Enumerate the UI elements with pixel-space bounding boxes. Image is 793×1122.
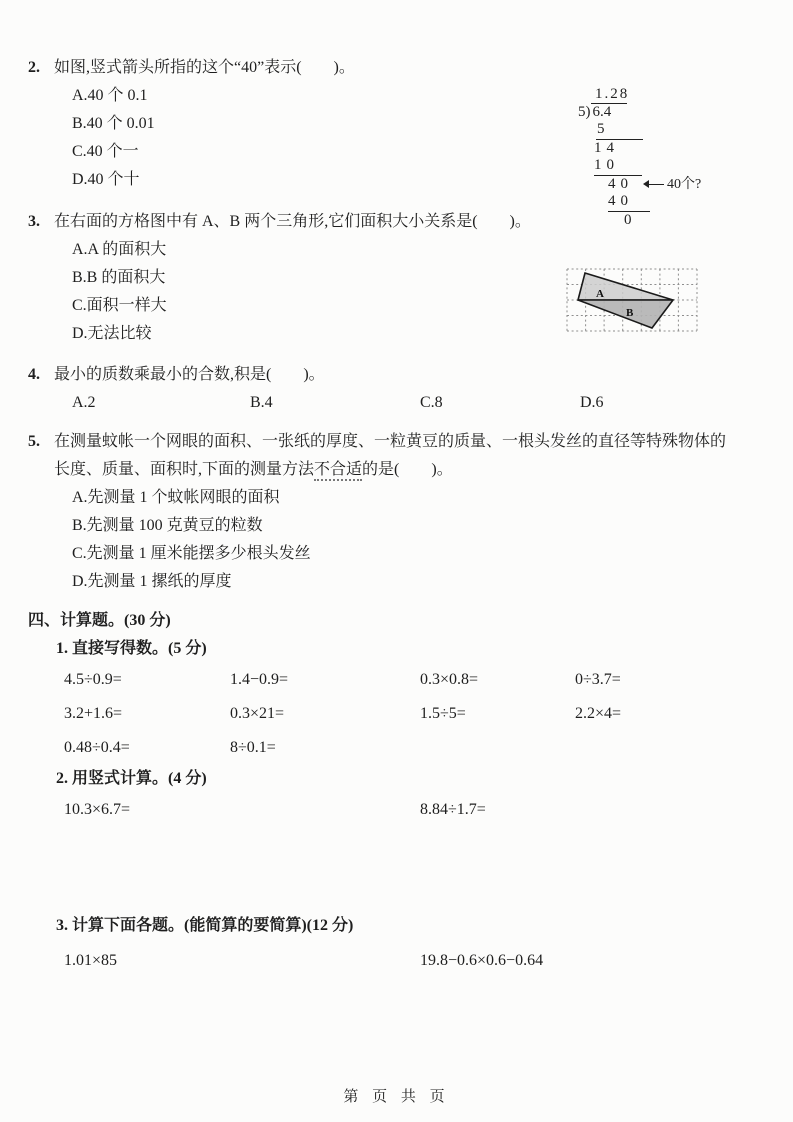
question-4 [28, 361, 741, 417]
subsection-3-title: 3. 计算下面各题。(能简算的要简算)(12 分) [56, 917, 354, 934]
question-number: 4. [28, 366, 40, 383]
triangle-b-label: B [626, 307, 634, 319]
division-step-3: 10 [594, 157, 642, 176]
division-step-4: 40 [608, 175, 633, 192]
equation: 10.3×6.7= [64, 801, 131, 818]
equation: 1.4−0.9= [230, 671, 289, 688]
equation: 8÷0.1= [230, 739, 276, 756]
equation: 19.8−0.6×0.6−0.64 [420, 952, 544, 969]
division-expression [578, 104, 701, 122]
question-5 [28, 428, 741, 596]
option-c: C.先测量 1 厘米能摆多少根头发丝 [72, 545, 311, 562]
direct-calc-row-1 [64, 663, 741, 697]
option-d: D.先测量 1 摞纸的厚度 [72, 573, 232, 590]
option-a: A.40 个 0.1 [72, 87, 148, 104]
option-b: B.先测量 100 克黄豆的粒数 [72, 517, 263, 534]
option-a: A.A 的面积大 [72, 241, 167, 258]
section-4-title: 四、计算题。(30 分) [28, 612, 171, 629]
option-a: A.先测量 1 个蚊帐网眼的面积 [72, 489, 280, 506]
division-divisor: 5 [578, 103, 586, 120]
division-step-1: 5 [596, 121, 643, 140]
division-step-2: 14 [594, 139, 619, 156]
question-number: 3. [28, 213, 40, 230]
division-remainder: 0 [624, 211, 632, 228]
triangle-a [578, 273, 673, 300]
page-footer: 第 页 共 页 [343, 1089, 450, 1105]
equation: 0.3×0.8= [420, 671, 479, 688]
subsection-1 [28, 635, 741, 765]
option-d: D.6 [580, 394, 604, 411]
division-dividend: 6.4 [591, 103, 628, 120]
direct-calc-row-2 [64, 697, 741, 731]
equation: 4.5÷0.9= [64, 671, 122, 688]
question-2-stem [28, 54, 741, 82]
triangle-grid-figure [566, 268, 698, 332]
equation: 0÷3.7= [575, 671, 621, 688]
equation: 1.01×85 [64, 952, 118, 969]
division-quotient: 1.28 [595, 86, 630, 102]
question-5-options [72, 484, 741, 596]
question-4-stem [28, 361, 741, 389]
division-bracket: ) [585, 103, 591, 120]
equation: 2.2×4= [575, 705, 622, 722]
left-arrow-icon [648, 184, 664, 186]
stem-post: 的是( )。 [362, 461, 453, 478]
arrow-annotation: 40个? [667, 176, 702, 192]
option-a: A.2 [72, 394, 96, 411]
vertical-calc-row [64, 793, 741, 827]
long-division-figure [578, 86, 701, 229]
option-c: C.面积一样大 [72, 297, 167, 314]
subsection-1-title: 1. 直接写得数。(5 分) [56, 640, 207, 657]
question-number: 5. [28, 433, 40, 450]
option-c: C.8 [420, 394, 443, 411]
equation: 8.84÷1.7= [420, 801, 486, 818]
question-4-options [72, 389, 741, 417]
option-d: D.无法比较 [72, 325, 152, 342]
question-text: 最小的质数乘最小的合数,积是( )。 [54, 366, 325, 383]
subsection-2 [28, 765, 741, 827]
question-number: 2. [28, 59, 40, 76]
stem-pre: 在测量蚊帐一个网眼的面积、一张纸的厚度、一粒黄豆的质量、一根头发丝的直径等特殊物体的长度、质量、面积时,下面的测量方法 [54, 433, 727, 478]
equation: 0.3×21= [230, 705, 285, 722]
equation: 0.48÷0.4= [64, 739, 130, 756]
equation: 1.5÷5= [420, 705, 466, 722]
direct-calc-row-3 [64, 731, 741, 765]
subsection-2-title: 2. 用竖式计算。(4 分) [56, 770, 207, 787]
subsection-3 [28, 912, 741, 978]
equation: 3.2+1.6= [64, 705, 123, 722]
question-text: 在右面的方格图中有 A、B 两个三角形,它们面积大小关系是( )。 [54, 213, 531, 230]
stem-emphasis: 不合适 [314, 461, 362, 481]
option-b: B.4 [250, 394, 273, 411]
option-d: D.40 个十 [72, 171, 140, 188]
triangle-a-label: A [596, 288, 604, 300]
question-5-stem [28, 428, 741, 484]
simplify-calc-row [64, 944, 741, 978]
division-step-5: 40 [608, 193, 650, 212]
question-text: 如图,竖式箭头所指的这个“40”表示( )。 [54, 59, 355, 76]
question-text [54, 428, 741, 484]
option-b: B.40 个 0.01 [72, 115, 155, 132]
option-b: B.B 的面积大 [72, 269, 166, 286]
option-c: C.40 个一 [72, 143, 139, 160]
